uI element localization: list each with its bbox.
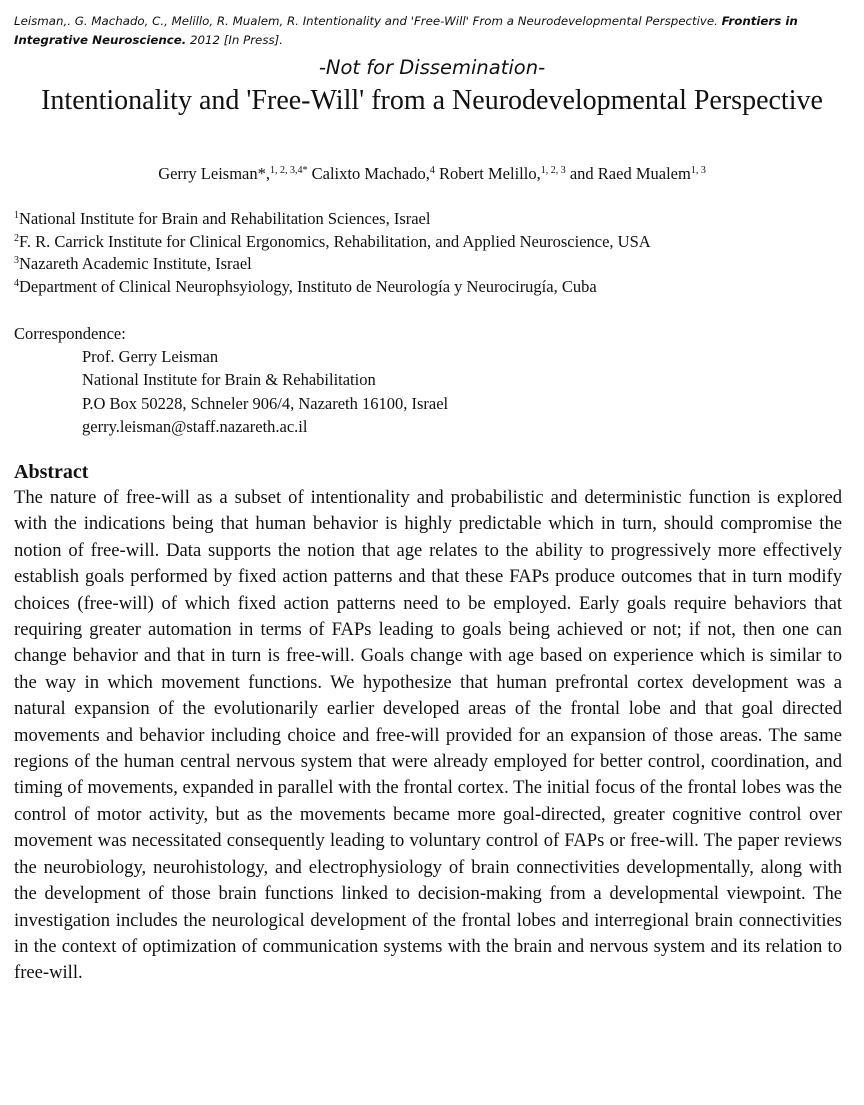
affiliation-list <box>14 208 850 299</box>
abstract-heading: Abstract <box>14 461 89 483</box>
author-name: Gerry Leisman*, <box>158 164 270 183</box>
correspondence-name: Prof. Gerry Leisman <box>82 347 219 367</box>
affiliation-number: 2 <box>14 232 19 244</box>
abstract-body: The nature of free-will as a subset of intentionality and probabilistic and deterministic function is explored with the indications being that human behavior is highly predictable which in turn, should compromise the notion of free-will. Data supports the notion that age relates to the ability to progressively more effectively establish goals performed by fixed action patterns and that these FAPs produce outcomes that in turn modify choices (free-will) of which fixed action patterns need to be employed. Early goals require behaviors that requiring greater automation in terms of FAPs leading to goals being achieved or not; if not, then one can change behavior and that in turn is free-will. Goals change with age based on experience which is similar to the way in which movement functions. We hypothesize that human prefrontal cortex development was a natural expansion of the evolutionarily earlier developed areas of the frontal lobe and that goal directed movements and behavior including choice and free-will provided for an expansion of those areas. The same regions of the human central nervous system that were already employed for better control, coordination, and timing of movements, expanded in parallel with the frontal cortex. The initial focus of the frontal lobes was the control of motor activity, but as the movements became more goal-directed, greater cognitive control over movement was necessitated consequently leading to voluntary control of FAPs or free-will. The paper reviews the neurobiology, neurohistology, and electrophysiology of brain connectivities developmentally, along with the development of those brain functions linked to decision-making from a developmental viewpoint. The investigation includes the neurological development of the frontal lobes and interregional brain connectivities in the context of optimization of communication systems with the brain and nervous system and its relation to free-will. <box>14 487 842 984</box>
affiliation-text: F. R. Carrick Institute for Clinical Ergonomics, Rehabilitation, and Applied Neuroscience, USA <box>19 231 651 251</box>
header-citation <box>14 12 850 50</box>
affiliation-number: 3 <box>14 255 19 267</box>
author-affiliation-marks: 1, 2, 3 <box>540 165 566 176</box>
correspondence-institution: National Institute for Brain & Rehabilitation <box>82 370 376 390</box>
correspondence-email: gerry.leisman@staff.nazareth.ac.il <box>82 416 308 436</box>
correspondence-address: P.O Box 50228, Schneler 906/4, Nazareth 16100, Israel <box>82 393 449 413</box>
affiliation-number: 4 <box>14 278 19 290</box>
dissemination-notice: -Not for Dissemination- <box>318 56 546 79</box>
author-affiliation-marks: 4 <box>429 165 435 176</box>
affiliation-text: Department of Clinical Neurophsyiology, Instituto de Neurología y Neurocirugía, Cuba <box>19 277 597 297</box>
author-name: Robert Melillo, <box>434 164 541 183</box>
author-name: Calixto Machado, <box>307 164 430 183</box>
affiliation-item <box>14 231 850 254</box>
paper-title: Intentionality and 'Free-Will' from a Neurodevelopmental Perspective <box>41 85 823 116</box>
affiliation-text: National Institute for Brain and Rehabilitation Sciences, Israel <box>19 209 431 228</box>
author-affiliation-marks: 1, 2, 3,4* <box>269 165 308 176</box>
author-affiliation-marks: 1, 3 <box>690 165 706 176</box>
affiliation-number: 1 <box>14 210 19 221</box>
affiliation-item <box>14 253 850 276</box>
affiliation-item <box>14 208 850 231</box>
author-list <box>0 162 864 186</box>
citation-text: Leisman,. G. Machado, C., Melillo, R. Mualem, R. Intentionality and 'Free-Will' From a Neurodevelopmental Perspective. <box>14 14 722 28</box>
citation-year: 2012 [In Press]. <box>186 33 283 47</box>
correspondence-block <box>14 322 850 438</box>
author-name: and Raed Mualem <box>565 164 691 183</box>
correspondence-label: Correspondence: <box>14 324 126 343</box>
affiliation-item <box>14 276 850 299</box>
affiliation-text: Nazareth Academic Institute, Israel <box>19 254 252 274</box>
journal-name: Frontiers in Integrative Neuroscience. <box>14 14 798 47</box>
